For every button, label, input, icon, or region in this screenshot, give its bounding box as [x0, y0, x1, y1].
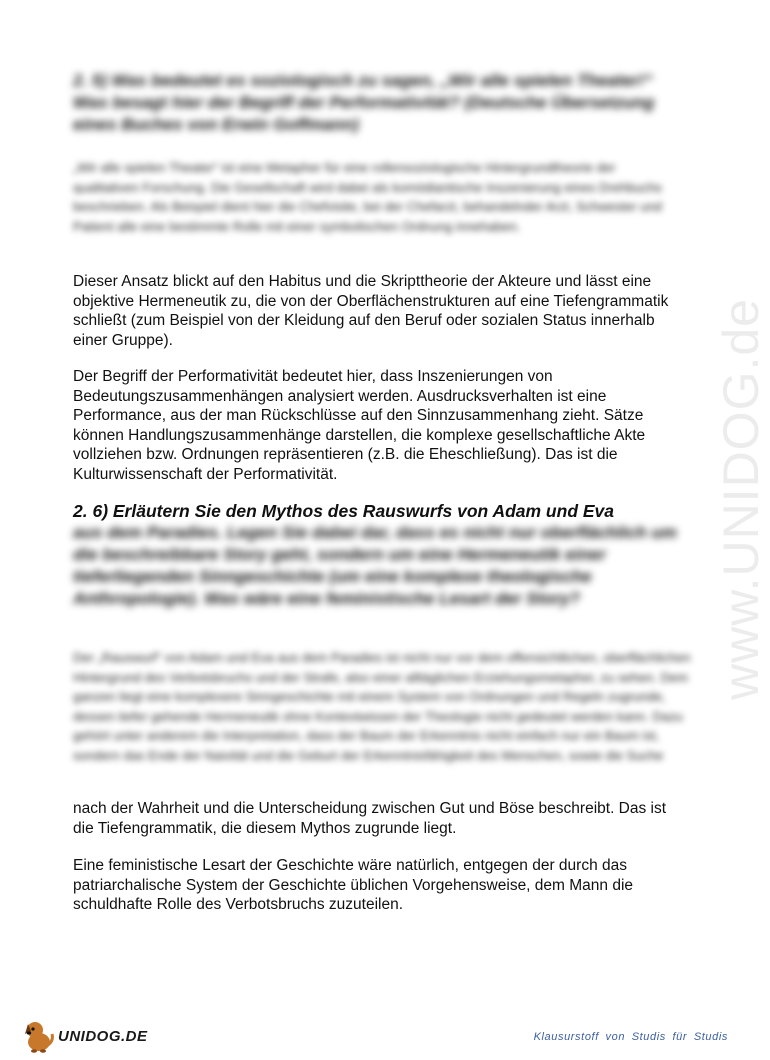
question-2-6-feminist-paragraph: Eine feministische Lesart der Geschichte wäre natürlich, entgegen der durch das patriarchalische System der Geschichte üblichen Vorgehensweise, dem Mann die schuldhafte Rolle des Verbotsbruchs zuzuteilen. — [73, 857, 634, 913]
question-2-6-body-blurred: Der „Rauswurf“ von Adam und Eva aus dem Paradies ist nicht nur vor dem offensichtlichen, oberflächlichen Hintergrund des Verbotsbruchs und der Strafe, also einer alltäglichen Erziehungsmetapher, zu sehen. Dem ganzen liegt eine komplexere Sinngeschichte mit einem System von Ordnungen und Regeln zugrunde, dessen tiefer gehende Hermeneutik ohne Kontextwissen der Theologie nicht gedeutet werden kann. Dazu gehört unter anderem die Interpretation, dass der Baum der Erkenntnis nicht einfach nur ein Baum ist, sondern das Ende der Naivität und die Geburt der Erkenntnisfähigkeit des Menschen, sowie die Suche — [73, 650, 691, 763]
question-2-6-heading-continued: aus dem Paradies. Legen Sie dabei dar, dass es nicht nur oberflächlich um die beschreibbare Story geht, sondern um eine Hermeneutik einer tieferliegenden Sinngeschichte (um eine komplexe theologische Anthropologie). Was wäre eine feministische Lesart der Story? — [73, 523, 677, 608]
question-2-5-heading: 2. 5) Was bedeutet es soziologisch zu sagen, „Wir alle spielen Theater!“ Was besagt hier der Begriff der Performativität? (Deutsche Übersetzung eines Buches von Erwin Goffmann) — [73, 71, 655, 134]
question-2-6-body: nach der Wahrheit und die Unterscheidung zwischen Gut und Böse beschreibt. Das ist die Tiefengrammatik, die diesem Mythos zugrunde liegt. — [73, 800, 667, 837]
footer-tagline: Klausurstoff von Studis für Studis — [533, 1031, 728, 1043]
unidog-logo[interactable] — [22, 1016, 162, 1056]
dog-icon — [22, 1018, 56, 1054]
watermark: www.UNIDOG.de — [713, 298, 769, 700]
question-2-6-heading: 2. 6) Erläutern Sie den Mythos des Rauswurfs von Adam und Eva — [73, 501, 615, 521]
question-2-5-intro: „Wir alle spielen Theater“ ist eine Metapher für eine rollensoziologische Hintergrundtheorie der qualitativen Forschung. Die Gesellschaft wird dabei als komödiantische Inszenierung eines Drehbuchs beschrieben. Als Beispiel dient hier die Chefvisite, bei der Chefarzt, behandelnder Arzt, Schwester und Patient alle eine bestimmte Rolle mit einer symbolischen Ordnung innehaben. — [73, 160, 662, 234]
logo-wordmark: UNIDOG.DE — [58, 1027, 148, 1045]
question-2-5-paragraph-1: Dieser Ansatz blickt auf den Habitus und die Skripttheorie der Akteure und lässt eine objektive Hermeneutik zu, die von der Oberflächenstrukturen auf eine Tiefengrammatik schließt (zum Beispiel von der Kleidung auf den Beruf oder sozialen Status innerhalb einer Gruppe). — [73, 273, 669, 349]
question-2-5-paragraph-2: Der Begriff der Performativität bedeutet hier, dass Inszenierungen von Bedeutungszusammenhängen analysiert werden. Ausdrucksverhalten ist eine Performance, aus der man Rückschlüsse auf den Sinnzusammenhang zieht. Sätze können Handlungszusammenhänge darstellen, die komplexe gesellschaftliche Akte vollziehen bzw. Ordnungen repräsentieren (z.B. die Eheschließung). Das ist die Kulturwissenschaft der Performativität. — [73, 368, 646, 483]
